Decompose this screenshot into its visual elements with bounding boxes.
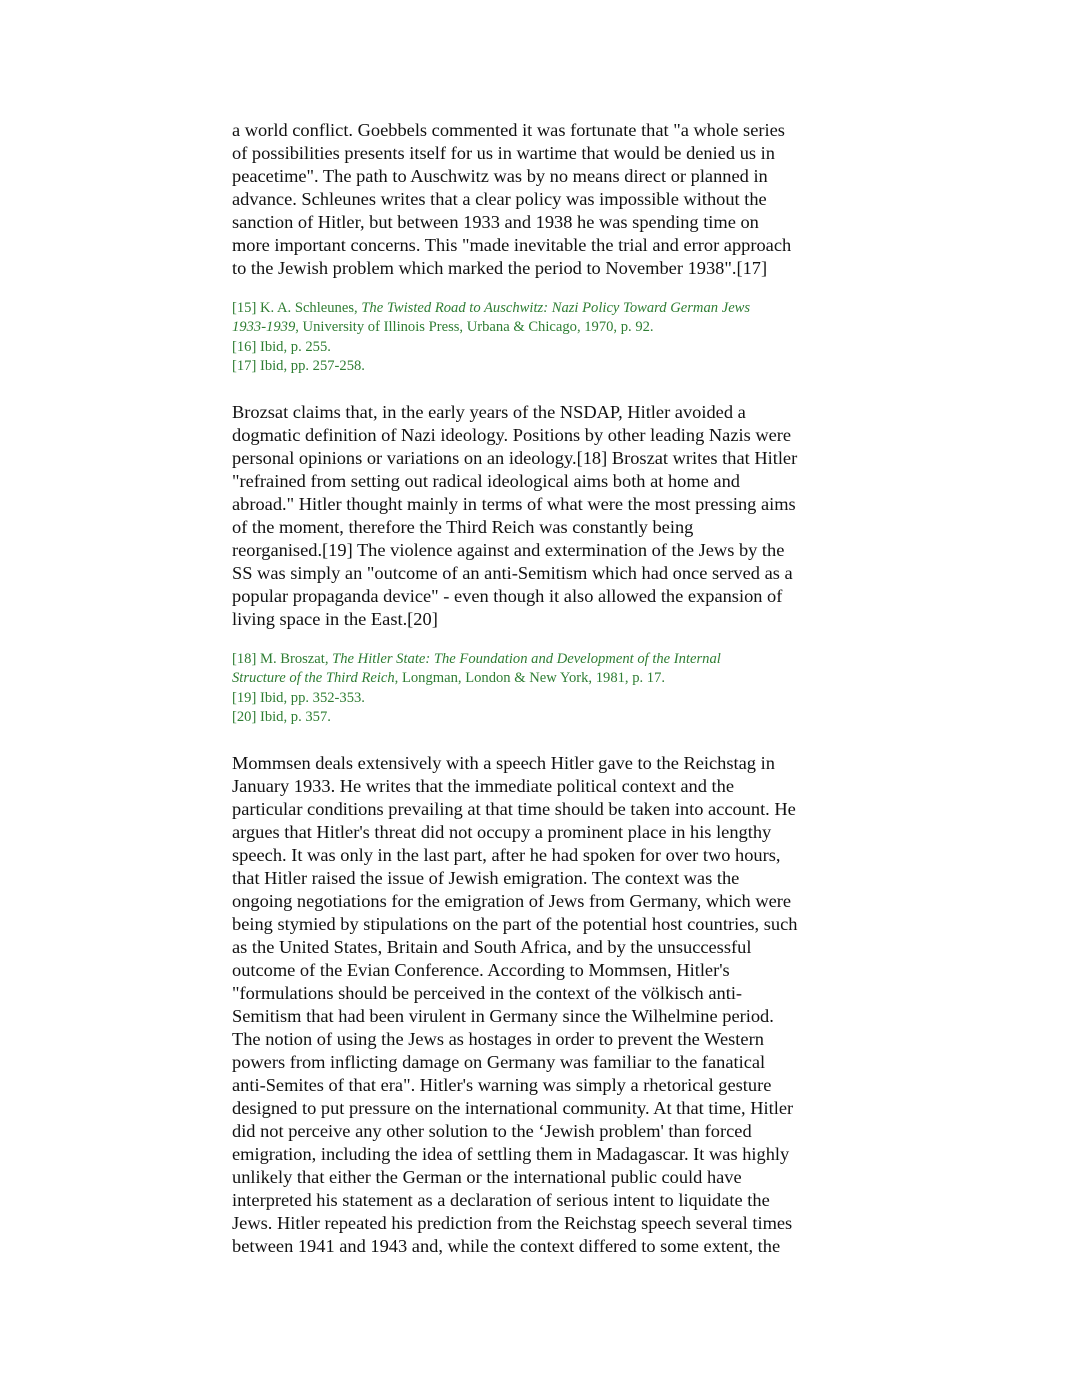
body-paragraph-3	[232, 752, 852, 1258]
text-line: advance. Schleunes writes that a clear policy was impossible without the	[232, 189, 767, 209]
body-paragraph-1	[232, 119, 852, 280]
footnote-15-cont	[232, 318, 852, 337]
text-line: January 1933. He writes that the immediate political context and the	[232, 776, 735, 797]
body-paragraph-2	[232, 401, 852, 631]
footnote-prefix: [15] K. A. Schleunes,	[232, 300, 362, 316]
footnote-20: [20] Ibid, p. 357.	[232, 709, 331, 726]
text-line: a world conflict. Goebbels commented it was fortunate that "a whole series	[232, 120, 785, 140]
text-line: peacetime". The path to Auschwitz was by no means direct or planned in	[232, 166, 768, 186]
text-line: to the Jewish problem which marked the period to November 1938".[17]	[232, 258, 768, 278]
footnote-15	[232, 299, 852, 318]
text-line: abroad." Hitler thought mainly in terms of what were the most pressing aims	[232, 494, 796, 515]
text-line: Semitism that had been virulent in Germany since the Wilhelmine period.	[232, 1006, 774, 1027]
footnote-suffix: , University of Illinois Press, Urbana & Chicago, 1970, p. 92.	[295, 319, 654, 336]
footnote-title: The Hitler State: The Foundation and Development of the Internal	[332, 651, 721, 668]
text-line: that Hitler raised the issue of Jewish emigration. The context was the	[232, 868, 740, 889]
footnote-title: Structure of the Third Reich	[232, 670, 395, 687]
text-line: Mommsen deals extensively with a speech Hitler gave to the Reichstag in	[232, 753, 775, 774]
text-line: anti-Semites of that era". Hitler's warning was simply a rhetorical gesture	[232, 1075, 772, 1096]
text-line: did not perceive any other solution to the ‘Jewish problem' than forced	[232, 1121, 752, 1142]
text-line: designed to put pressure on the international community. At that time, Hitler	[232, 1098, 794, 1119]
text-line: being stymied by stipulations on the part of the potential host countries, such	[232, 914, 798, 935]
text-line: powers from inflicting damage on Germany was familiar to the fanatical	[232, 1052, 766, 1073]
text-line: of possibilities presents itself for us in wartime that would be denied us in	[232, 143, 775, 163]
text-line: "formulations should be perceived in the context of the völkisch anti-	[232, 983, 743, 1004]
text-line: The notion of using the Jews as hostages in order to prevent the Western	[232, 1029, 764, 1050]
text-line: emigration, including the idea of settling them in Madagascar. It was highly	[232, 1144, 790, 1165]
text-line: interpreted his statement as a declaration of serious intent to liquidate the	[232, 1190, 770, 1211]
text-line: of the moment, therefore the Third Reich was constantly being	[232, 517, 694, 538]
footnote-title: 1933-1939	[232, 319, 296, 336]
text-line: living space in the East.[20]	[232, 609, 438, 630]
text-line: "refrained from setting out radical ideological aims both at home and	[232, 471, 740, 492]
footnote-18-cont	[232, 669, 852, 688]
text-line: personal opinions or variations on an ideology.[18] Broszat writes that Hitler	[232, 448, 798, 469]
text-line: Jews. Hitler repeated his prediction from the Reichstag speech several times	[232, 1213, 793, 1234]
text-line: Brozsat claims that, in the early years of the NSDAP, Hitler avoided a	[232, 402, 746, 423]
footnote-title: The Twisted Road to Auschwitz: Nazi Policy Toward German Jews	[361, 300, 751, 316]
text-line: argues that Hitler's threat did not occupy a prominent place in his lengthy	[232, 822, 772, 843]
text-line: unlikely that either the German or the international public could have	[232, 1167, 742, 1188]
footnote-19: [19] Ibid, pp. 352-353.	[232, 689, 365, 706]
footnotes-block-1	[232, 299, 852, 376]
footnote-suffix: , Longman, London & New York, 1981, p. 17.	[394, 670, 666, 687]
footnote-prefix: [18] M. Broszat,	[232, 651, 333, 668]
text-line: as the United States, Britain and South Africa, and by the unsuccessful	[232, 937, 752, 958]
text-line: sanction of Hitler, but between 1933 and 1938 he was spending time on	[232, 212, 759, 232]
text-line: popular propaganda device" - even though it also allowed the expansion of	[232, 586, 783, 607]
footnote-17: [17] Ibid, pp. 257-258.	[232, 357, 365, 374]
text-line: between 1941 and 1943 and, while the context differed to some extent, the	[232, 1236, 781, 1257]
text-line: speech. It was only in the last part, after he had spoken for over two hours,	[232, 845, 781, 866]
document-page	[232, 119, 852, 1258]
text-line: more important concerns. This "made inevitable the trial and error approach	[232, 235, 792, 255]
footnote-16: [16] Ibid, p. 255.	[232, 338, 331, 355]
footnote-18	[232, 650, 852, 669]
text-line: reorganised.[19] The violence against and extermination of the Jews by the	[232, 540, 785, 561]
text-line: outcome of the Evian Conference. According to Mommsen, Hitler's	[232, 960, 730, 981]
text-line: particular conditions prevailing at that time should be taken into account. He	[232, 799, 796, 820]
text-line: dogmatic definition of Nazi ideology. Positions by other leading Nazis were	[232, 425, 792, 446]
text-line: ongoing negotiations for the emigration of Jews from Germany, which were	[232, 891, 792, 912]
footnotes-block-2	[232, 650, 852, 727]
text-line: SS was simply an "outcome of an anti-Semitism which had once served as a	[232, 563, 793, 584]
